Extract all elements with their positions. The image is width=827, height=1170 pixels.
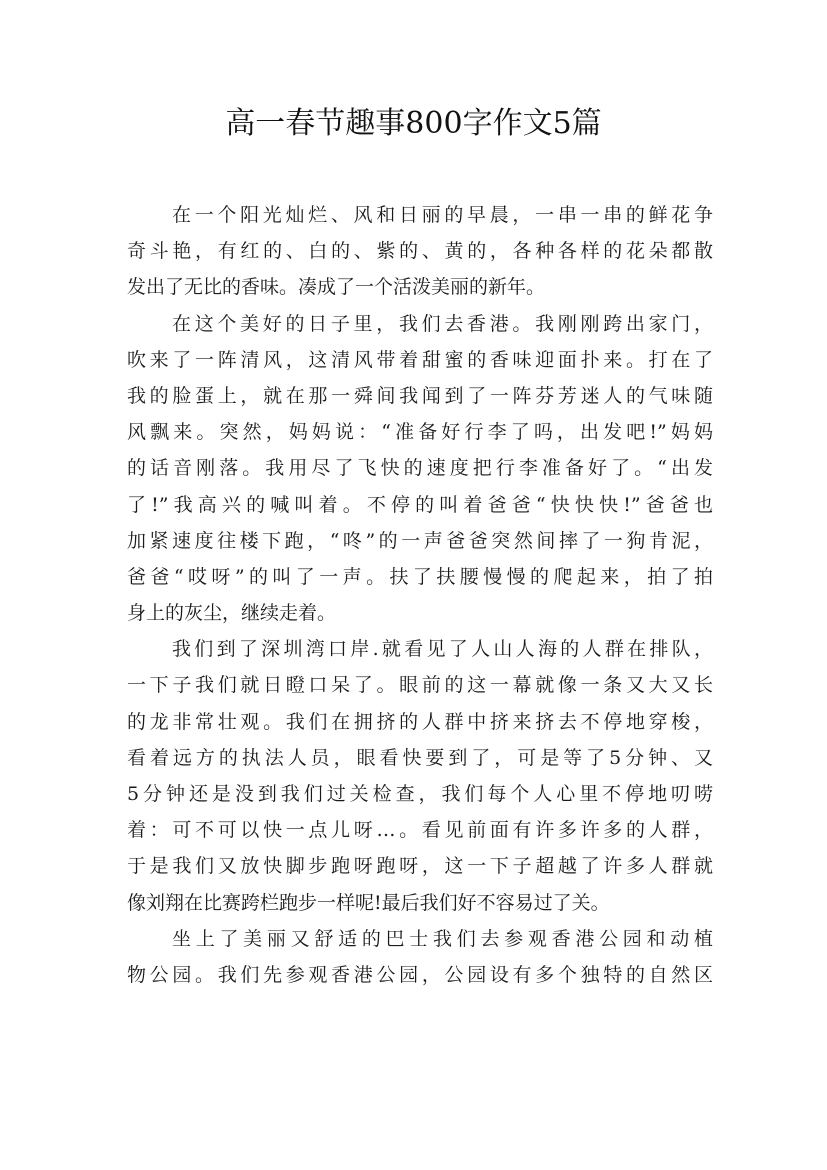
text-line: 的龙非常壮观。我们在拥挤的人群中挤来挤去不停地穿梭， (127, 710, 713, 733)
text-line: 我的脸蛋上，就在那一舜间我闻到了一阵芬芳迷人的气味随 (127, 384, 713, 407)
text-line: 了!”我高兴的喊叫着。不停的叫着爸爸“快快快!”爸爸也 (127, 493, 713, 516)
text-line: 发出了无比的香味。凑成了一个活泼美丽的新年。 (127, 276, 546, 299)
document-body (127, 197, 713, 993)
text-line: 身上的灰尘，继续走着。 (127, 602, 337, 625)
text-line: 在这个美好的日子里，我们去香港。我刚刚跨出家门， (172, 312, 713, 335)
text-line: 看着远方的执法人员，眼看快要到了，可是等了5分钟、又 (127, 746, 713, 769)
text-line: 5分钟还是没到我们过关检查，我们每个人心里不停地叨唠 (127, 783, 713, 805)
text-line: 像刘翔在比赛跨栏跑步一样呢!最后我们好不容易过了关。 (127, 891, 610, 914)
text-line: 奇斗艳，有红的、白的、紫的、黄的，各种各样的花朵都散 (127, 240, 713, 263)
document-title: 高一春节趣事800字作文5篇 (225, 106, 602, 141)
text-line: 风飘来。突然，妈妈说：“准备好行李了吗，出发吧!”妈妈 (127, 421, 713, 444)
text-line: 吹来了一阵清风，这清风带着甜蜜的香味迎面扑来。打在了 (127, 348, 713, 371)
text-line: 于是我们又放快脚步跑呀跑呀，这一下子超越了许多人群就 (127, 855, 713, 878)
text-line: 在一个阳光灿烂、风和日丽的早晨，一串一串的鲜花争 (172, 204, 713, 226)
text-line: 坐上了美丽又舒适的巴士我们去参观香港公园和动植 (172, 927, 713, 950)
text-line: 物公园。我们先参观香港公园，公园设有多个独特的自然区 (127, 963, 713, 986)
text-line: 着：可不可以快一点儿呀…。看见前面有许多许多的人群， (127, 819, 713, 842)
text-line: 一下子我们就日瞪口呆了。眼前的这一幕就像一条又大又长 (127, 674, 713, 697)
text-line: 爸爸“哎呀”的叫了一声。扶了扶腰慢慢的爬起来，拍了拍 (127, 565, 713, 588)
text-line: 我们到了深圳湾口岸.就看见了人山人海的人群在排队， (172, 638, 713, 661)
text-line: 的话音刚落。我用尽了飞快的速度把行李准备好了。“出发 (127, 457, 713, 480)
text-line: 加紧速度往楼下跑，“咚”的一声爸爸突然间摔了一狗肯泥， (127, 529, 713, 552)
